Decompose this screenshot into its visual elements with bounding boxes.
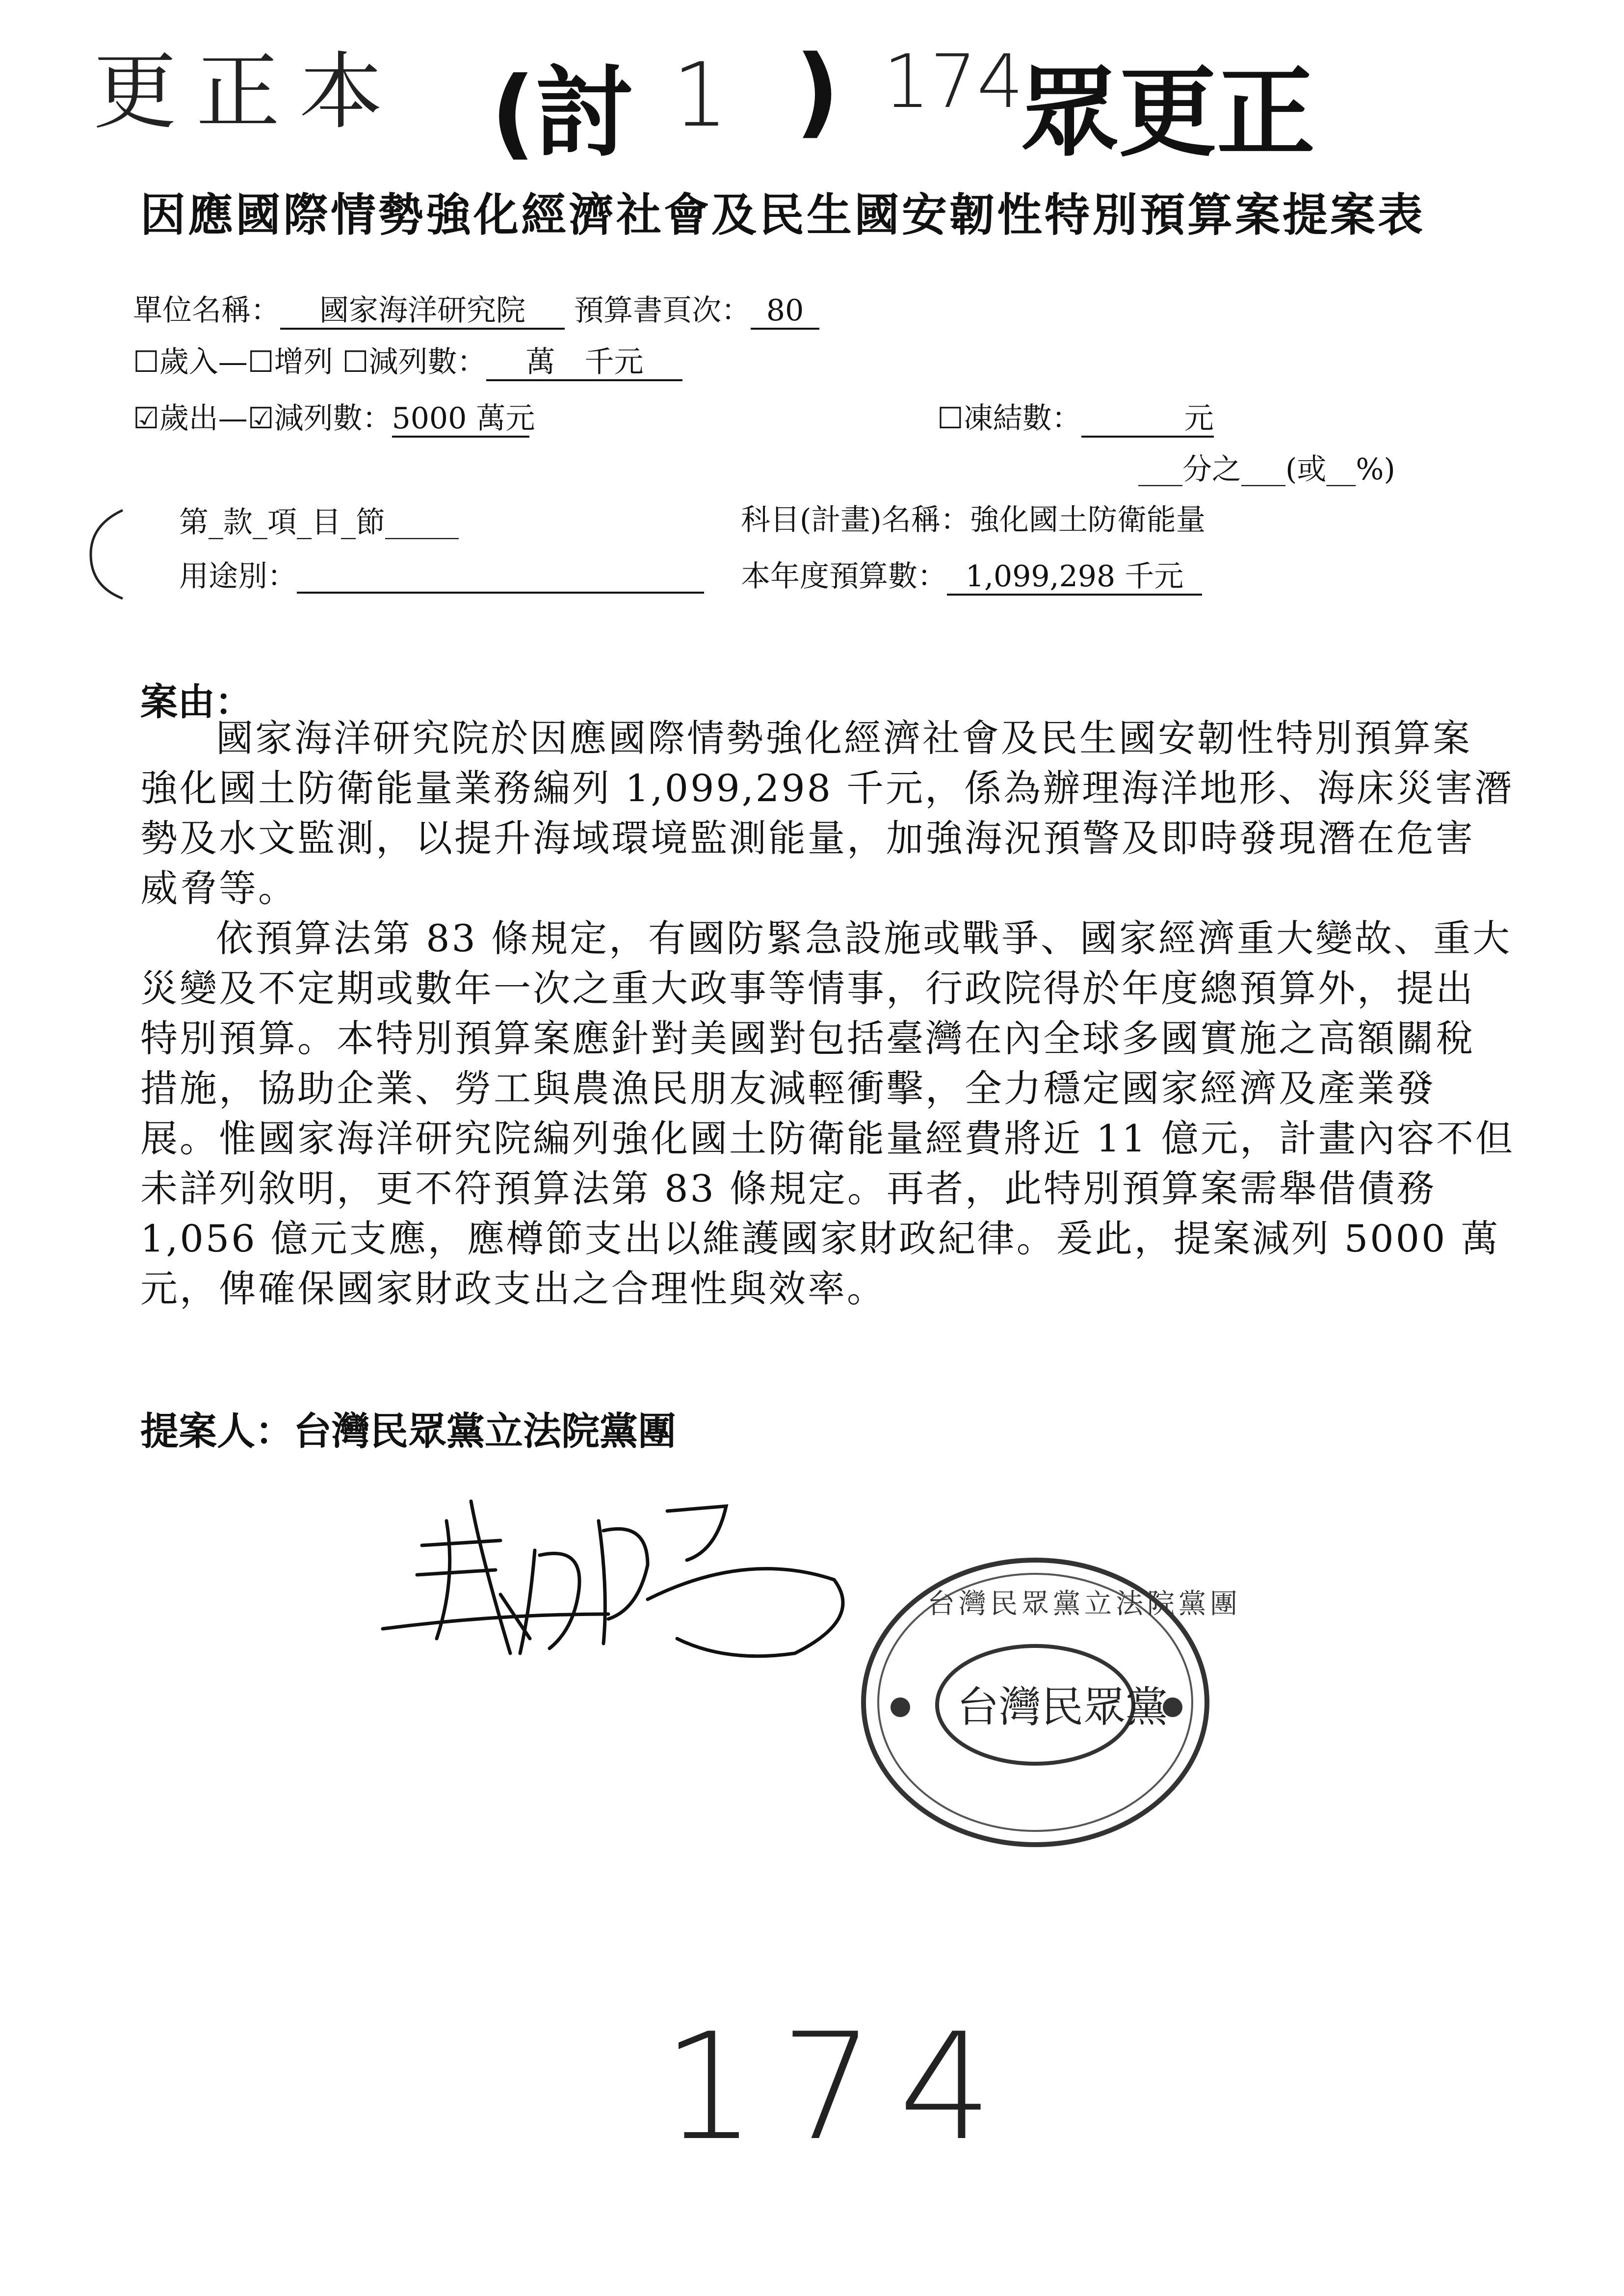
expense-checkbox-line: ☑歲出—☑減列數： <box>133 401 392 436</box>
reason-line: 強化國土防衛能量業務編列 1,099,298 千元，係為辦理海洋地形、海床災害潛 <box>140 766 1514 810</box>
budget-label: 本年度預算數： <box>741 559 947 594</box>
expense-row <box>133 401 535 438</box>
discussion-stamp-prefix: (討 <box>491 56 634 170</box>
reason-line: 災變及不定期或數年一次之重大政事等情事，行政院得於年度總預算外，提出 <box>140 966 1475 1010</box>
freeze-row <box>937 401 1214 438</box>
unit-value: 國家海洋研究院 <box>280 293 565 330</box>
discussion-stamp-suffix: ) <box>795 34 840 149</box>
handwritten-document-number: 174 <box>883 39 1024 125</box>
fraction-line: ___分之___(或__%) <box>1138 452 1395 487</box>
reason-line: 元，俾確保國家財政支出之合理性與效率。 <box>140 1267 886 1310</box>
bracket-mark <box>83 505 128 603</box>
subject-label: 科目(計畫)名稱： <box>741 503 970 537</box>
freeze-value: 元 <box>1081 401 1214 438</box>
reason-line: 展。惟國家海洋研究院編列強化國土防衛能量經費將近 11 億元，計畫內容不但 <box>140 1117 1515 1160</box>
seal-flower-icon <box>891 1697 910 1717</box>
seal-outer-text: 台灣民眾黨立法院黨團 <box>927 1588 1241 1620</box>
reason-line: 依預算法第 83 條規定，有國防緊急設施或戰爭、國家經濟重大變故、重大 <box>216 916 1512 960</box>
proposer: 提案人：台灣民眾黨立法院黨團 <box>140 1409 677 1454</box>
purpose-value <box>297 562 704 594</box>
party-seal <box>859 1555 1241 1850</box>
discussion-stamp-number: 1 <box>672 44 729 147</box>
seal-inner-text: 台灣民眾黨 <box>957 1683 1168 1732</box>
budget-row <box>741 559 1202 596</box>
page-value: 80 <box>751 293 819 330</box>
unit-label: 單位名稱： <box>133 293 280 328</box>
expense-value: 5000 萬元 <box>392 401 529 438</box>
reason-line: 措施，協助企業、勞工與農漁民朋友減輕衝擊，全力穩定國家經濟及產業發 <box>140 1067 1436 1110</box>
reason-line: 威脅等。 <box>140 866 297 910</box>
reason-line: 特別預算。本特別預算案應針對美國對包括臺灣在內全球多國實施之高額關稅 <box>140 1017 1475 1060</box>
reason-heading: 案由： <box>140 680 252 724</box>
handwritten-page-number: 174 <box>662 2002 1017 2173</box>
reason-line: 勢及水文監測，以提升海域環境監測能量，加強海況預警及即時發現潛在危害 <box>140 816 1475 860</box>
handwritten-signature <box>373 1491 864 1678</box>
reason-line: 1,056 億元支應，應樽節支出以維護國家財政紀律。爰此，提案減列 5000 萬 <box>140 1217 1500 1260</box>
purpose-row <box>179 559 704 594</box>
subject-row <box>741 503 1205 537</box>
unit-row <box>133 293 819 330</box>
revenue-value: 萬 千元 <box>486 345 682 381</box>
section-label: 第_款_項_目_節_____ <box>179 505 459 540</box>
revenue-checkbox-line: ☐歲入—☐增列 ☐減列數： <box>133 345 487 379</box>
page-label: 預算書頁次： <box>574 293 751 328</box>
handwritten-correction-note: 更正本 <box>93 44 403 141</box>
page-title: 因應國際情勢強化經濟社會及民生國安韌性特別預算案提案表 <box>140 189 1426 241</box>
correction-stamp: 眾更正 <box>1021 56 1315 170</box>
reason-line: 國家海洋研究院於因應國際情勢強化經濟社會及民生國安韌性特別預算案 <box>216 716 1472 760</box>
reason-line: 未詳列敘明，更不符預算法第 83 條規定。再者，此特別預算案需舉借債務 <box>140 1167 1437 1210</box>
revenue-row <box>133 345 682 381</box>
budget-value: 1,099,298 千元 <box>947 559 1202 596</box>
freeze-label: ☐凍結數： <box>937 401 1081 436</box>
purpose-label: 用途別： <box>179 559 297 594</box>
subject-value: 強化國土防衛能量 <box>969 503 1205 537</box>
